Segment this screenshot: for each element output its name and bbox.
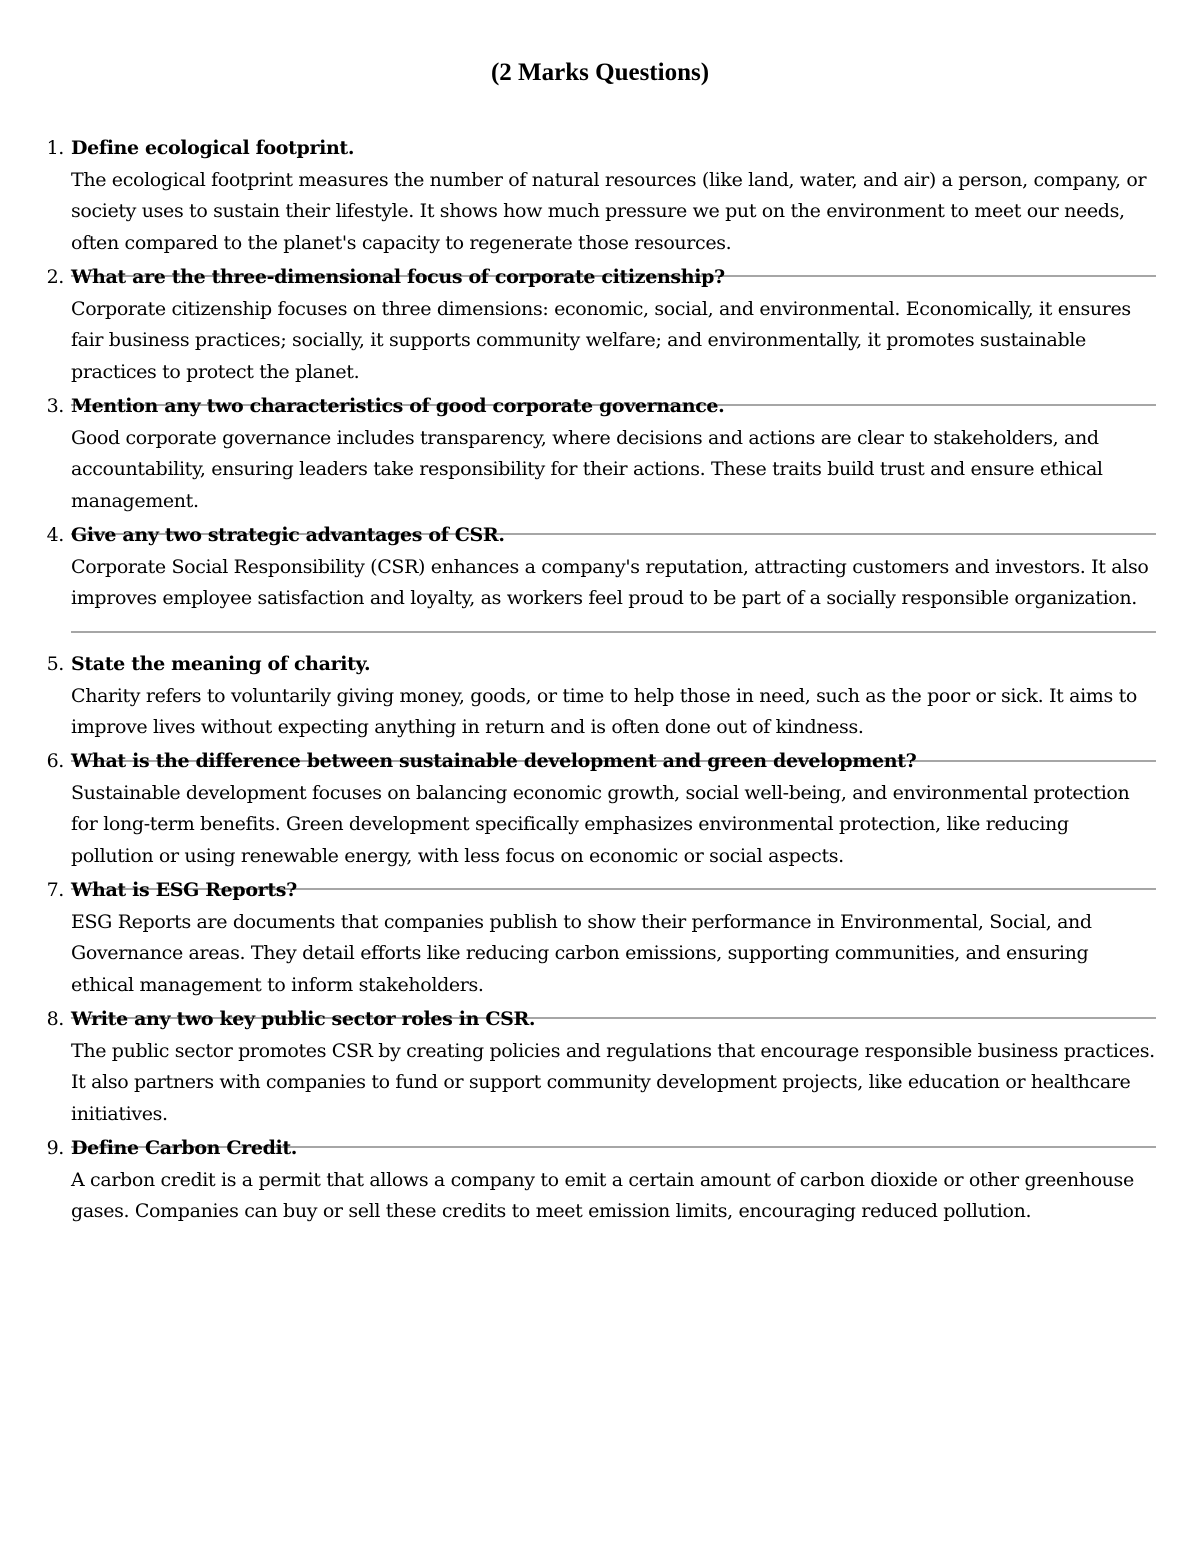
answer-text: A carbon credit is a permit that allows a company to emit a certain amount of carbon dioxide or other greenhouse gases. Companies can buy or sell these credits to meet emission limits, encouraging reduced pollution. [71,1168,1134,1222]
question-list [40,133,1156,1243]
question-text: State the meaning of charity. [71,653,371,675]
question-text: Give any two strategic advantages of CSR. [71,524,505,546]
question-item-6 [40,746,1156,875]
answer-text: Corporate citizenship focuses on three dimensions: economic, social, and environmental. Economically, it ensures fair business practices; socially, it supports community welfare; and environmentally, it promotes sustainable practices to protect the planet. [71,297,1131,383]
question-item-5 [40,649,1156,746]
question-number: 1. [46,137,64,159]
question-number: 3. [46,395,64,417]
question-text: What are the three-dimensional focus of corporate citizenship? [71,266,725,288]
page-title: (2 Marks Questions) [490,59,710,86]
divider [71,631,1156,633]
question-item-1 [40,133,1156,262]
question-item-9 [40,1133,1156,1243]
question-number: 8. [46,1008,64,1030]
question-number: 9. [46,1137,64,1159]
answer-text: ESG Reports are documents that companies publish to show their performance in Environmental, Social, and Governance areas. They detail efforts like reducing carbon emissions, supporting communities, and ensuring ethical management to inform stakeholders. [71,910,1092,996]
question-number: 6. [46,750,64,772]
answer-text: Good corporate governance includes transparency, where decisions and actions are clear to stakeholders, and accountability, ensuring leaders take responsibility for their actions. These traits build trust and ensure ethical management. [71,426,1103,512]
answer-text: Charity refers to voluntarily giving money, goods, or time to help those in need, such as the poor or sick. It aims to improve lives without expecting anything in return and is often done out of kindness. [71,684,1137,738]
question-item-4 [40,520,1156,649]
question-item-2 [40,262,1156,391]
question-text: Define ecological footprint. [71,137,355,159]
question-item-8 [40,1004,1156,1133]
answer-text: The public sector promotes CSR by creating policies and regulations that encourage responsible business practices. It also partners with companies to fund or support community development projects, like education or healthcare initiatives. [71,1039,1155,1125]
question-number: 2. [46,266,64,288]
question-item-7 [40,875,1156,1004]
question-text: Define Carbon Credit. [71,1137,298,1159]
question-number: 7. [46,879,64,901]
answer-text: Corporate Social Responsibility (CSR) enhances a company's reputation, attracting customers and investors. It also improves employee satisfaction and loyalty, as workers feel proud to be part of a socially responsible organization. [71,555,1149,609]
answer-text: Sustainable development focuses on balancing economic growth, social well-being, and environmental protection for long-term benefits. Green development specifically emphasizes environmental protection, like reducing pollution or using renewable energy, with less focus on economic or social aspects. [71,781,1130,867]
question-item-3 [40,391,1156,520]
question-text: What is the difference between sustainable development and green development? [71,750,917,772]
answer-text: The ecological footprint measures the number of natural resources (like land, water, and air) a person, company, or society uses to sustain their lifestyle. It shows how much pressure we put on the environment to meet our needs, often compared to the planet's capacity to regenerate those resources. [71,168,1147,254]
question-text: Mention any two characteristics of good corporate governance. [71,395,725,417]
question-number: 4. [46,524,64,546]
question-text: What is ESG Reports? [71,879,297,901]
question-number: 5. [46,653,64,675]
question-text: Write any two key public sector roles in CSR. [71,1008,536,1030]
